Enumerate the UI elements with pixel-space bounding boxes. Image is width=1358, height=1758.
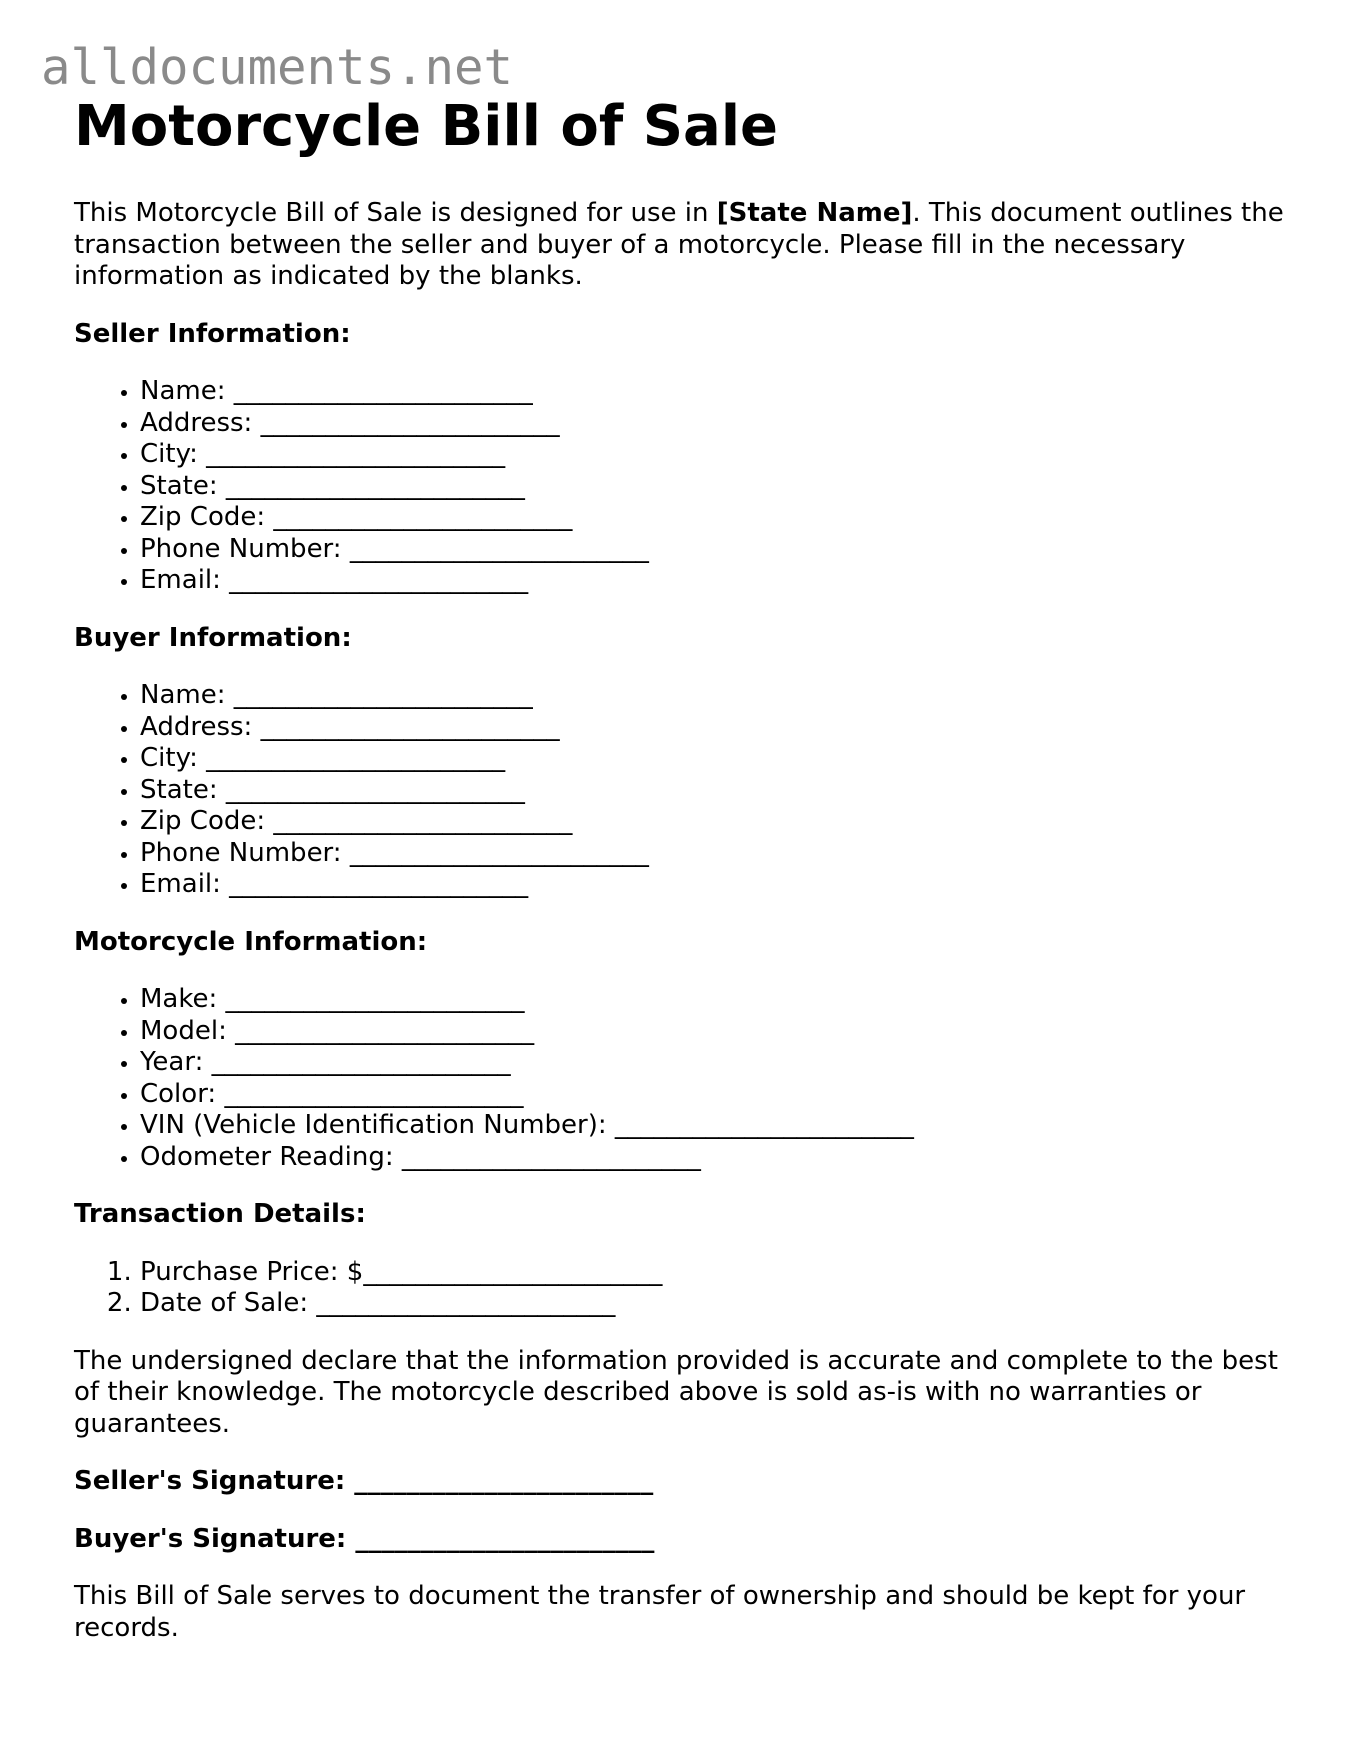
watermark: alldocuments.net (41, 39, 514, 96)
seller-address-field: • Address: _______________________ (140, 408, 1304, 440)
seller-city-field: • City: _______________________ (140, 439, 1304, 471)
transaction-field-list (74, 1257, 1304, 1320)
buyer-state-field: • State: _______________________ (140, 775, 1304, 807)
transaction-section-heading: Transaction Details: (74, 1199, 366, 1229)
declaration-paragraph: The undersigned declare that the information provided is accurate and complete to the best of their knowledge. The motorcycle described above is sold as-is with no warranties or guarantees. (74, 1345, 1278, 1439)
buyer-email-field: • Email: _______________________ (140, 869, 1304, 901)
footer-paragraph: This Bill of Sale serves to document the transfer of ownership and should be kept for your records. (74, 1581, 1246, 1643)
purchase-price-field: 1. Purchase Price: $_______________________ (140, 1257, 1304, 1289)
seller-state-field: • State: _______________________ (140, 471, 1304, 503)
motorcycle-section-heading: Motorcycle Information: (74, 926, 428, 957)
buyer-zip-field: • Zip Code: _______________________ (140, 806, 1304, 838)
buyer-phone-field: • Phone Number: _______________________ (140, 838, 1304, 870)
seller-name-field: • Name: _______________________ (140, 376, 1304, 408)
seller-signature-line: Seller's Signature: _______________________ (74, 1466, 654, 1496)
seller-section-heading: Seller Information: (74, 318, 351, 349)
seller-zip-field: • Zip Code: _______________________ (140, 502, 1304, 534)
motorcycle-vin-field: • VIN (Vehicle Identification Number): _______________________ (140, 1110, 1304, 1142)
seller-email-field: • Email: _______________________ (140, 565, 1304, 597)
motorcycle-year-field: • Year: _______________________ (140, 1047, 1304, 1079)
motorcycle-field-list (74, 984, 1304, 1173)
motorcycle-make-field: • Make: _______________________ (140, 984, 1304, 1016)
buyer-signature-line: Buyer's Signature: _______________________ (74, 1523, 655, 1554)
buyer-field-list (74, 680, 1304, 901)
intro-text-start: This Motorcycle Bill of Sale is designed for use in (74, 198, 717, 228)
buyer-section-heading: Buyer Information: (74, 622, 352, 653)
document-title: Motorcycle Bill of Sale (74, 94, 779, 159)
buyer-address-field: • Address: _______________________ (140, 712, 1304, 744)
date-of-sale-field: 2. Date of Sale: _______________________ (140, 1288, 1304, 1320)
state-name-placeholder: [State Name] (716, 198, 913, 228)
document-body (74, 90, 1304, 1644)
seller-phone-field: • Phone Number: _______________________ (140, 534, 1304, 566)
seller-field-list (74, 376, 1304, 597)
motorcycle-odometer-field: • Odometer Reading: _______________________ (140, 1142, 1304, 1174)
intro-paragraph (74, 198, 1304, 293)
intro-text-end: . This document outlines the transaction between the seller and buyer of a motorcycle. Please fill in the necessary information as indicated by the blanks. (74, 198, 1284, 291)
buyer-name-field: • Name: _______________________ (140, 680, 1304, 712)
motorcycle-model-field: • Model: _______________________ (140, 1016, 1304, 1048)
buyer-city-field: • City: _______________________ (140, 743, 1304, 775)
motorcycle-color-field: • Color: _______________________ (140, 1079, 1304, 1111)
